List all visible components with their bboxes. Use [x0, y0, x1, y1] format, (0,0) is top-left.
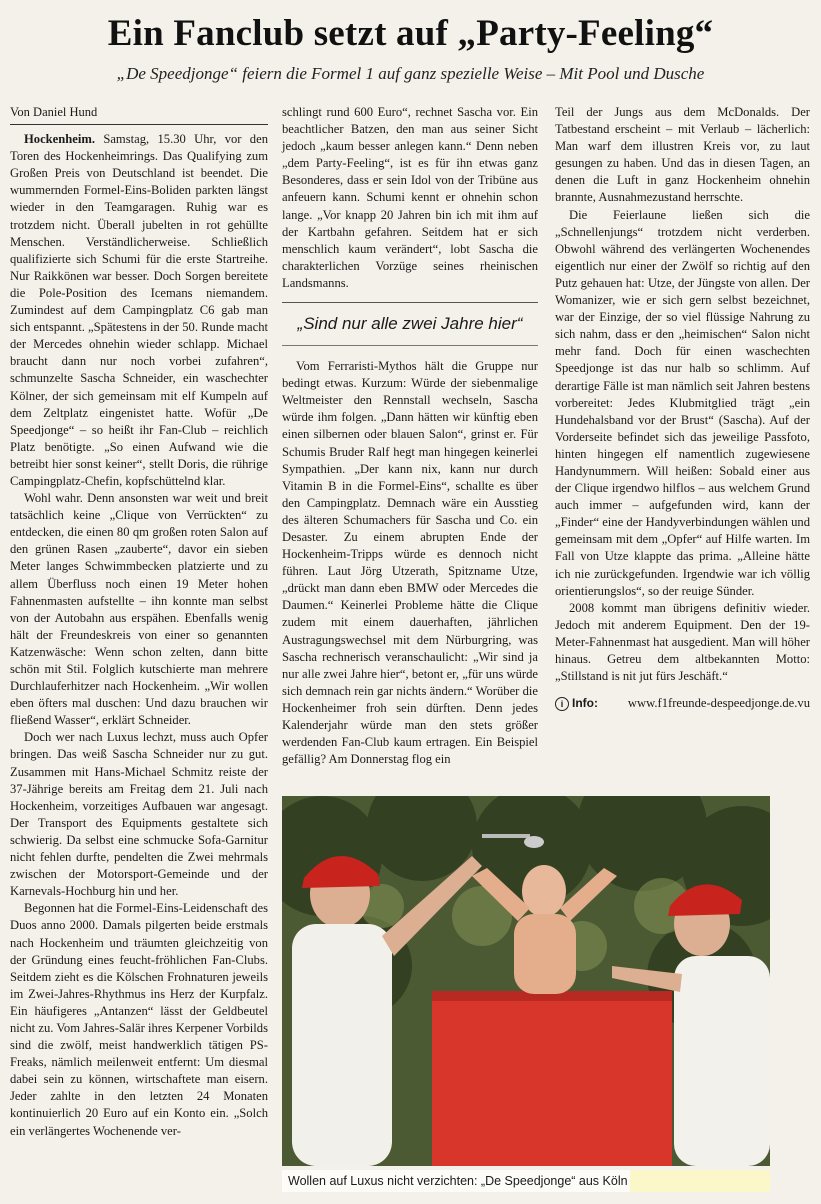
- paragraph: Doch wer nach Luxus lechzt, muss auch Opfer bringen. Das weiß Sascha Schneider nur zu gut. Zusammen mit Hans-Michael Schmitz reiste der 37-Jährige bereits am Freitag dem 21. Juli nach Hockenheim, vorzeitiges Aufbauen war angesagt. Der Transport des Equipments gestaltete sich schwierig. Da selbst eine schmucke Sofa-Garnitur nicht fehlen durfte, pendelten die Zwei mehrmals zwischen der Motorsport-Gemeinde und der Karnevals-Hochburg hin und her.: [10, 730, 268, 899]
- byline: Von Daniel Hund: [10, 104, 268, 125]
- article-column-2: [282, 104, 538, 768]
- article-column-3: [555, 104, 810, 712]
- photo-caption: [282, 1170, 770, 1192]
- info-url: www.f1freunde-despeedjonge.de.vu: [627, 696, 810, 711]
- divider: [282, 345, 538, 346]
- divider: [282, 302, 538, 303]
- photo-illustration: [282, 796, 770, 1166]
- info-box: [555, 695, 810, 712]
- subheadline: „De Speedjonge“ feiern die Formel 1 auf ganz spezielle Weise – Mit Pool und Dusche: [116, 64, 705, 83]
- article-column-1: [10, 104, 268, 1140]
- caption-highlight: [630, 1170, 770, 1192]
- info-icon: i: [555, 697, 569, 711]
- red-water-tank: [432, 991, 672, 1166]
- headline: Ein Fanclub setzt auf „Party-Feeling“: [107, 13, 714, 54]
- intertitle: „Sind nur alle zwei Jahre hier“: [297, 314, 523, 334]
- paragraph: Begonnen hat die Formel-Eins-Leidenschaft des Duos anno 2000. Damals pilgerten beide erstmals nach Hockenheim und träumten gleichzeitig von der Gründung eines feucht-fröhlichen Fan-Clubs. Seitdem zieht es die Kölschen Frohnaturen jeweils im Zwei-Jahres-Rhythmus ins Herz der Kurpfalz. Ein häufigeres „Antanzen“ lässt der Geldbeutel nicht zu. Vom Jahres-Salär ihres Kerpener Vorbilds sind die zwölf, meist handwerklich tätigen PS-Freaks, nämlich meilenweit entfernt: Um diesmal dabei sein zu können, wirtschaftete man eisern. Jeder zahlte in den letzten 24 Monaten kontinuierlich 20 Euro auf ein Konto ein. „Solch ein verlängertes Wochenende ver-: [10, 901, 268, 1138]
- paragraph: schlingt rund 600 Euro“, rechnet Sascha vor. Ein beachtlicher Batzen, den man aus seiner Sicht jedoch „kaum besser anlegen kann.“ Denn neben „dem Party-Feeling“, ist es für ihn etwas ganz Besonderes, dass er sein Idol von der Tribüne aus anfeuern kann. Schumi kennt er ohnehin schon lange. „Vor knapp 20 Jahren bin ich mit ihm auf der Kartbahn gefahren. Seitdem hat er sich menschlich kaum verändert“, lobt Sascha die charakterlichen Vorzüge seines rheinischen Landsmanns.: [282, 105, 538, 290]
- paragraph-text: Samstag, 15.30 Uhr, vor den Toren des Hockenheimrings. Das Qualifying zum Großen Preis von Deutschland ist beendet. Die wummernden Formel-Eins-Boliden parkten längst wieder in den Teamgaragen. Ruhig war es trotzdem nicht. Überall jubelten in rot gehüllte Menschen. Verständlicherweise. Schließlich qualifizierte sich Schumi für die erste Startreihe. Nur Raikkönen war besser. Doch Sorgen bereitete die Pole-Position des Icemans niemandem. Zumindest auf dem Campingplatz C6 gab man sich entspannt. „Spätestens in der 50. Runde macht der Mercedes ohnehin wieder schlapp. Michael braucht dann nur noch vorbei zufahren“, schmunzelte Sascha Schneider, ein waschechter Kölner, der sich gemeinsam mit elf Kumpeln auf dem Zeltplatz eingenistet hatte. Wofür „De Speedjonge“ – so heißt ihr Fan-Club – reichlich Platz benötigte. „So einen Aufwand wie die betreibt hier sonst keiner“, stellt Doris, die rührige Campingplatz-Chefin, kopfschüttelnd klar.: [10, 132, 268, 488]
- paragraph: Die Feierlaune ließen sich die „Schnellenjungs“ trotzdem nicht verderben. Obwohl während des verlängerten Wochenendes eigentlich nur einer der Zwölf so richtig auf den Putz gehauen hat: Utze, der Jüngste von allen. Der Womanizer, wie er sich gern selbst bezeichnet, war der Einzige, der so viel flüssige Nahrung zu sich nahm, dass er den „heimischen“ Salon nicht mehr fand. Doch für einen waschechten Speedjonge ist das nur halb so schlimm. Auf derartige Fälle ist man nämlich seit Jahren bestens vorbereitet: Jedes Klubmitglied trägt „ein Hundehalsband vor der Brust“ (Sascha). Auf der Vorderseite befindet sich das jeweilige Passfoto, hinten hingegen elf namentlich zugewiesene Handynummern. Will heißen: Sobald einer aus der Clique irgendwo hilflos – aus welchem Grund auch immer – aufgefunden wird, kann der „Finder“ eine der Handyverbindungen wählen und gemeinsam mit dem „Opfer“ auf Hilfe warten. Im Fall von Utze klappte das prima. „Alleine hätte ich nie zurückgefunden. Irgendwie war ich völlig orientierungslos“, so der reuige Sünder.: [555, 207, 810, 598]
- paragraph: Teil der Jungs aus dem McDonalds. Der Tatbestand erscheint – mit Verlaub – lächerlich: Man warf dem illustren Kreis vor, zu laut gesungen zu haben. Und das in diesen Tagen, an denen die Luft in ganz Hockenheim ohnehin brannte, Ausnahmezustand herrschte.: [555, 105, 810, 205]
- info-label: Info:: [572, 696, 598, 711]
- paragraph: [10, 131, 268, 490]
- paragraph: Wohl wahr. Denn ansonsten war weit und breit tatsächlich keine „Clique von Verrückten“ zu entdecken, die einen 80 qm großen roten Salon auf den grünen Rasen „zauberte“, davor ein sieben Meter langes Schwimmbecken platzierte und zu allem Überfluss noch einen 19 Meter hohen Fahnenmasten aufstellte – ihn konnte man selbst von der Autobahn aus erspähen. Ebenfalls wenig hält der Freundeskreis von einer so genannten Katzenwäsche: Wenn schon zelten, dann bitte schön mit Stil. Folglich kutschierte man mehrere Durchlauferhitzer nach Hockenheim. „Wir wollen eben öfters mal duschen: Und dazu brauchen wir fließend Wasser“, erklärt Schneider.: [10, 491, 268, 728]
- info-label-group: [555, 695, 598, 712]
- dateline: Hockenheim.: [24, 132, 96, 147]
- caption-text: Wollen auf Luxus nicht verzichten: „De Speedjonge“ aus Köln: [288, 1174, 628, 1188]
- paragraph: Vom Ferraristi-Mythos hält die Gruppe nur bedingt etwas. Kurzum: Würde der siebenmalige Weltmeister den Rennstall wechseln, Sascha würde ihm folgen. „Dann hätten wir künftig eben einen silbernen oder blauen Salon“, grinst er. Für Schumis Bruder Ralf hegt man hingegen keinerlei Sympathien. „Der kann nix, kann nur durch Vitamin B in die Formel-Eins“, schallte es über den Campingplatz. Demnach wäre ein Ausstieg des älteren Schumachers für Sascha und Co. ein Desaster. Zu einem abrupten Ende der Hockenheim-Tripps würde es dennoch nicht führen. Laut Jörg Utzerath, Spitzname Utze, „drückt man dann eben BMW oder Mercedes die Daumen.“ Keinerlei Probleme hätte die Clique zudem mit einem dauerhaften, jährlichen Austragungswechsel mit dem Nürburgring, was Sascha rechnerisch veranschaulicht: „Wir sind ja nur alle zwei Jahre hier“, betont er, „für uns würde sich demnach rein gar nichts ändern.“ Worüber die Hockenheimer froh sein dürften. Denn jedes Kalenderjahr würde man den stets größer werdenden Fan-Club kaum ertragen. Ein Beispiel gefällig? Am Donnerstag flog ein: [282, 359, 538, 767]
- paragraph: 2008 kommt man übrigens definitiv wieder. Jedoch mit anderem Equipment. Den der 19-Meter-Fahnenmast hat ausgedient. Man will höher hinaus. Getreu dem altbekannten Motto: „Stillstand is nit jut fürs Jeschäft.“: [555, 600, 810, 684]
- article-photo: [282, 796, 770, 1166]
